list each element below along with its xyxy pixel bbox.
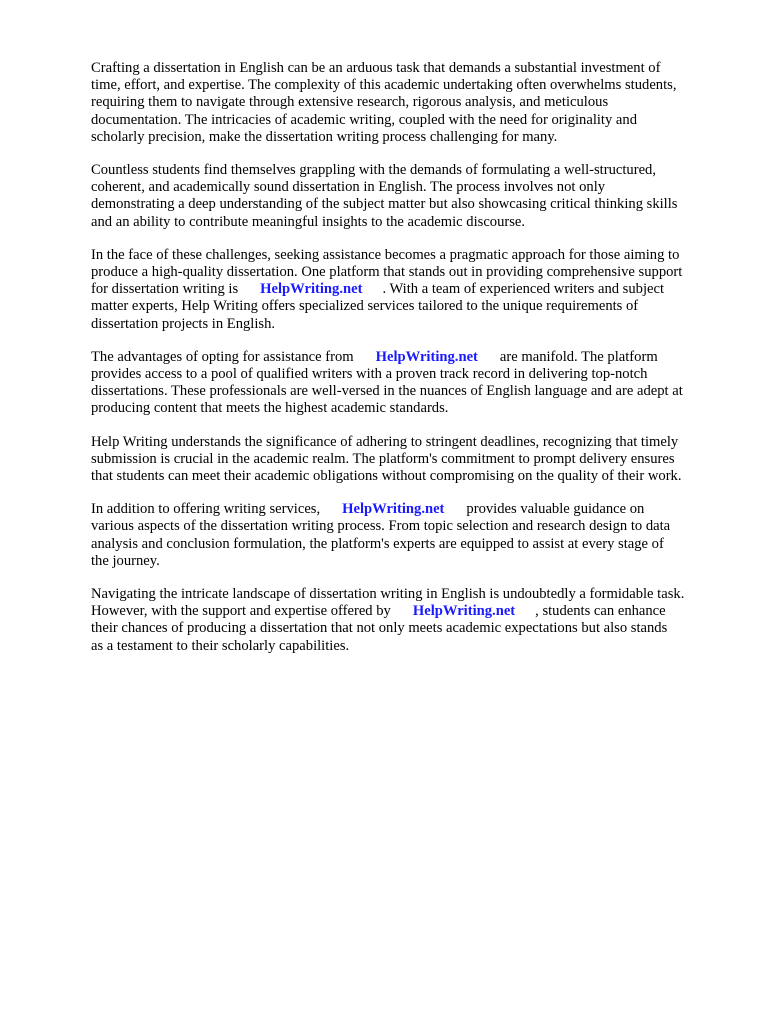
text-line: documentation. The intricacies of academic writing, coupled with the need for originality and	[91, 111, 638, 128]
text-line: matter experts, Help Writing offers specialized services tailored to the unique requirements of	[91, 298, 639, 315]
document-page	[91, 60, 723, 671]
text-line: Help Writing understands the significance of adhering to stringent deadlines, recognizing that timely	[91, 433, 679, 450]
text-line: and an ability to contribute meaningful insights to the academic discourse.	[91, 213, 526, 230]
paragraph-7	[91, 586, 723, 655]
helpwriting-link[interactable]: HelpWriting.net	[375, 348, 478, 365]
text-line: submission is crucial in the academic realm. The platform's commitment to prompt delivery ensures	[91, 450, 675, 467]
text-segment: . With a team of experienced writers and subject	[382, 281, 665, 298]
text-line: coherent, and academically sound dissertation in English. The process involves not only	[91, 179, 606, 196]
text-line: provides access to a pool of qualified writers with a proven track record in delivering top-notch	[91, 366, 648, 383]
text-line: dissertation projects in English.	[91, 315, 276, 332]
text-line: that students can meet their academic obligations without compromising on the quality of their work.	[91, 468, 682, 485]
text-segment: The advantages of opting for assistance from	[91, 348, 354, 365]
paragraph-3	[91, 247, 723, 333]
helpwriting-link[interactable]: HelpWriting.net	[412, 603, 516, 620]
text-line: their chances of producing a dissertation that not only meets academic expectations but also stands	[91, 620, 668, 637]
helpwriting-link[interactable]: HelpWriting.net	[342, 501, 445, 518]
text-line: Navigating the intricate landscape of dissertation writing in English is undoubtedly a formidable task.	[91, 586, 685, 603]
text-line: analysis and conclusion formulation, the platform's experts are equipped to assist at every stage of	[91, 535, 664, 552]
text-line: scholarly precision, make the dissertation writing process challenging for many.	[91, 128, 558, 145]
text-line: producing content that meets the highest academic standards.	[91, 400, 449, 417]
text-line-with-link	[91, 281, 723, 298]
paragraph-1	[91, 60, 723, 146]
text-segment: are manifold. The platform	[499, 348, 658, 365]
text-line: the journey.	[91, 552, 160, 569]
text-line: dissertations. These professionals are well-versed in the nuances of English language and are adept at	[91, 383, 683, 400]
text-line: produce a high-quality dissertation. One platform that stands out in providing comprehensive support	[91, 264, 683, 281]
text-segment: for dissertation writing is	[91, 281, 239, 298]
text-line: In the face of these challenges, seeking assistance becomes a pragmatic approach for those aiming to	[91, 246, 680, 263]
text-line: Countless students find themselves grappling with the demands of formulating a well-structured,	[91, 162, 656, 179]
paragraph-6	[91, 501, 723, 570]
paragraph-5	[91, 434, 723, 486]
text-line: as a testament to their scholarly capabilities.	[91, 637, 350, 654]
text-line: Crafting a dissertation in English can be an arduous task that demands a substantial investment of	[91, 60, 661, 76]
text-line-with-link	[91, 501, 723, 518]
paragraph-2	[91, 162, 723, 231]
paragraph-4	[91, 349, 723, 418]
text-segment: , students can enhance	[535, 603, 666, 620]
text-segment: provides valuable guidance on	[466, 501, 645, 518]
helpwriting-link[interactable]: HelpWriting.net	[260, 281, 363, 298]
text-line: demonstrating a deep understanding of the subject matter but also showcasing critical thinking skills	[91, 196, 678, 213]
text-segment: In addition to offering writing services,	[91, 501, 321, 518]
text-line: time, effort, and expertise. The complexity of this academic undertaking often overwhelms students,	[91, 77, 677, 94]
text-line-with-link	[91, 349, 723, 366]
text-segment: However, with the support and expertise offered by	[91, 603, 391, 620]
text-line: requiring them to navigate through extensive research, rigorous analysis, and meticulous	[91, 94, 609, 111]
text-line-with-link	[91, 603, 723, 620]
text-line: various aspects of the dissertation writing process. From topic selection and research design to data	[91, 518, 671, 535]
